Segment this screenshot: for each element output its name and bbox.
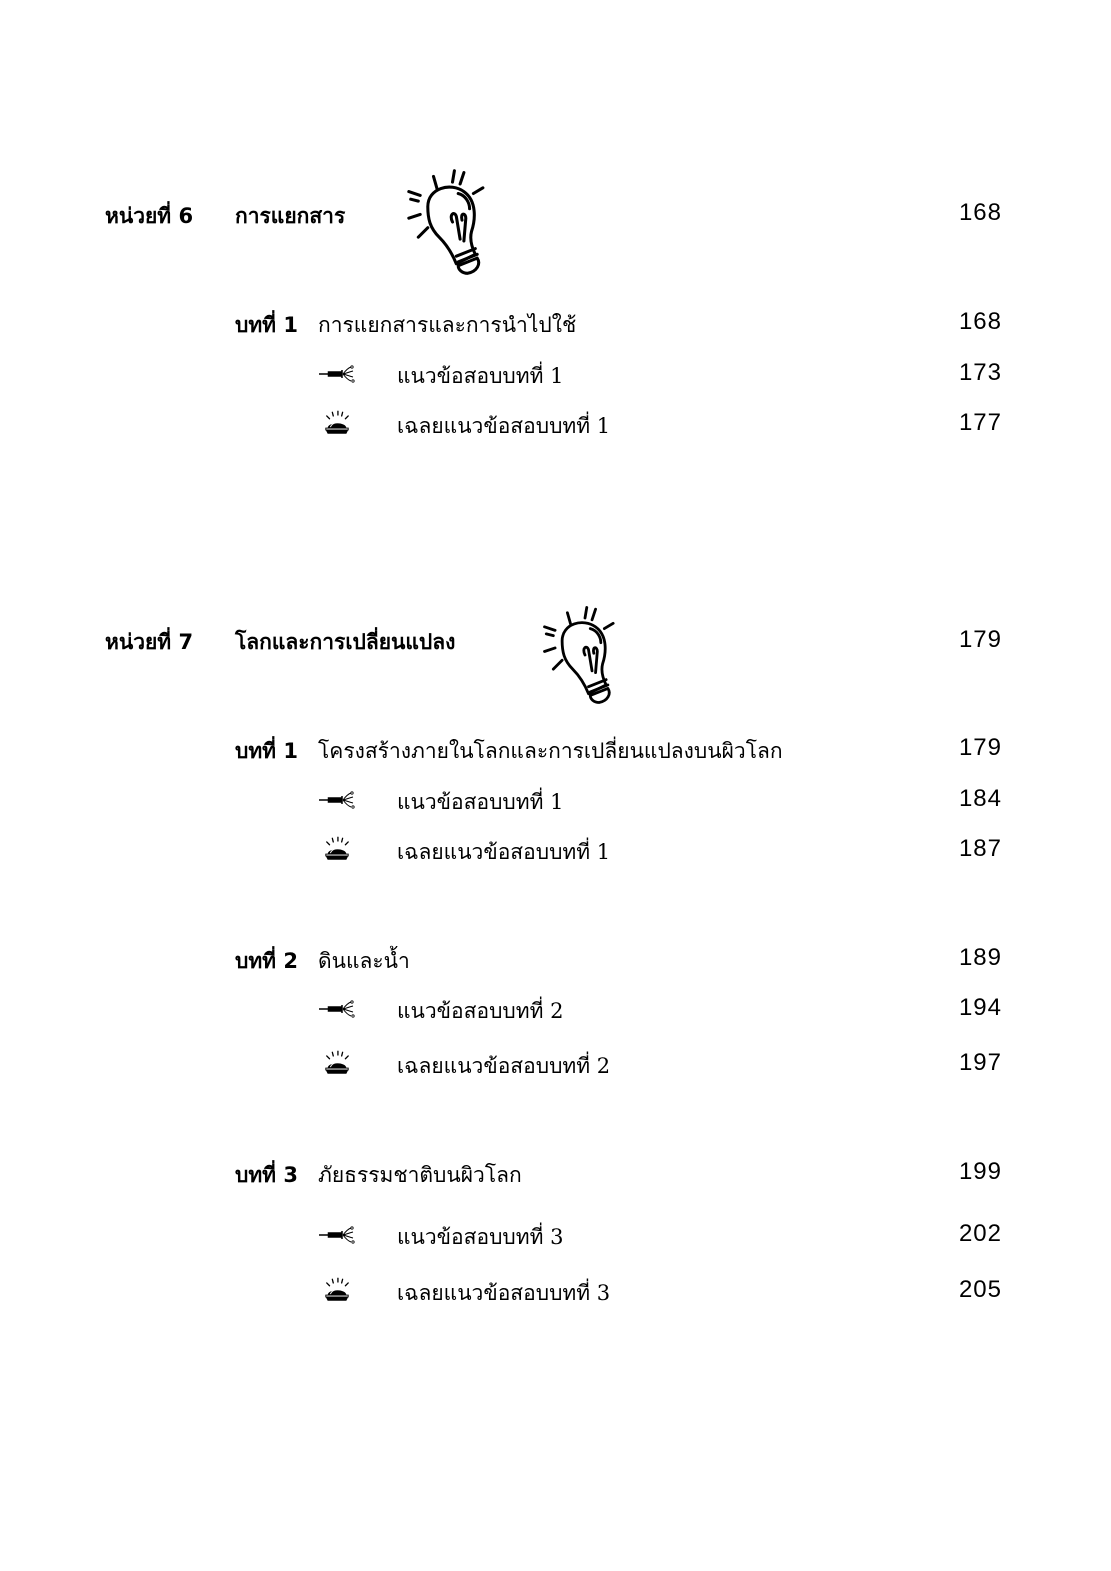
chapter-label: บทที่ 1 [235, 739, 298, 763]
chapter-title: โครงสร้างภายในโลกและการเปลี่ยนแปลงบนผิวโลก [318, 739, 783, 763]
exam-item-title: แนวข้อสอบบทที่ 1 [397, 790, 564, 814]
answer-item-title: เฉลยแนวข้อสอบบทที่ 1 [397, 414, 611, 438]
alarm-bell-icon [323, 1277, 351, 1302]
chapter-label: บทที่ 1 [235, 313, 298, 337]
page-number: 194 [958, 994, 1002, 1021]
unit-title: โลกและการเปลี่ยนแปลง [235, 630, 456, 654]
chapter-title: ภัยธรรมชาติบนผิวโลก [318, 1163, 522, 1187]
exam-item-title: แนวข้อสอบบทที่ 1 [397, 364, 564, 388]
chapter-label: บทที่ 3 [235, 1163, 298, 1187]
unit-label: หน่วยที่ 6 [105, 204, 194, 228]
alarm-bell-icon [323, 410, 351, 435]
lightbulb-icon [541, 600, 629, 710]
syringe-icon [318, 1225, 358, 1245]
unit-title: การแยกสาร [235, 204, 346, 228]
answer-item-title: เฉลยแนวข้อสอบบทที่ 1 [397, 840, 611, 864]
page-number: 179 [958, 734, 1002, 761]
syringe-icon [318, 364, 358, 384]
syringe-icon [318, 790, 358, 810]
lightbulb-icon [405, 162, 500, 282]
chapter-title: การแยกสารและการนำไปใช้ [318, 313, 577, 337]
exam-item-title: แนวข้อสอบบทที่ 2 [397, 999, 564, 1023]
page-number: 177 [958, 409, 1002, 436]
alarm-bell-icon [323, 1050, 351, 1075]
page-number: 199 [958, 1158, 1002, 1185]
page-number: 173 [958, 359, 1002, 386]
page-number: 205 [958, 1276, 1002, 1303]
unit-label: หน่วยที่ 7 [105, 630, 194, 654]
alarm-bell-icon [323, 836, 351, 861]
chapter-label: บทที่ 2 [235, 949, 298, 973]
chapter-title: ดินและน้ำ [318, 949, 410, 973]
page-number: 168 [958, 308, 1002, 335]
page-number: 189 [958, 944, 1002, 971]
answer-item-title: เฉลยแนวข้อสอบบทที่ 2 [397, 1054, 611, 1078]
exam-item-title: แนวข้อสอบบทที่ 3 [397, 1225, 564, 1249]
syringe-icon [318, 999, 358, 1019]
answer-item-title: เฉลยแนวข้อสอบบทที่ 3 [397, 1281, 611, 1305]
page-number: 184 [958, 785, 1002, 812]
page-number: 179 [958, 626, 1002, 653]
page-number: 187 [958, 835, 1002, 862]
page-number: 202 [958, 1220, 1002, 1247]
page-number: 168 [958, 199, 1002, 226]
page-number: 197 [958, 1049, 1002, 1076]
